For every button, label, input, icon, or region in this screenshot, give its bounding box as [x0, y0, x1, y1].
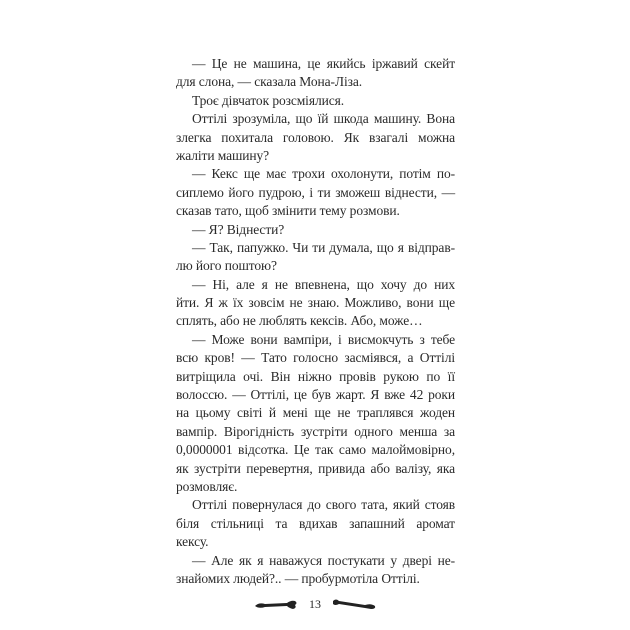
page-number: 13: [309, 596, 321, 611]
page-footer: [250, 594, 380, 614]
bone-ornament-left-icon: [253, 597, 299, 611]
text-line: — Може вони вампіри, і висмокчуть з тебе: [192, 331, 455, 347]
text-line: — Кекс ще має трохи охолонути, потім по-: [192, 166, 455, 182]
text-line: для слона, — сказала Мона-Ліза.: [176, 74, 363, 90]
text-line: розмовляє.: [176, 478, 238, 494]
text-line: вампір. Вірогідність зустріти одного менша за: [176, 423, 455, 439]
text-line: — Але як я наважуся постукати у двері не-: [192, 552, 455, 568]
text-line: сказав тато, щоб змінити тему розмови.: [176, 203, 400, 219]
text-line: Оттілі повернулася до свого тата, який стояв: [192, 497, 455, 513]
text-line: — Я? Віднести?: [192, 221, 285, 237]
text-line: сиплемо його пудрою, і ти зможеш віднести, —: [176, 184, 455, 200]
text-line: Оттілі зрозуміла, що їй шкода машину. Вона: [192, 111, 455, 127]
text-line: на цьому світі й мені ще не траплявся жоден: [176, 405, 455, 421]
page-text: [176, 55, 455, 588]
text-line: Троє дівчаток розсміялися.: [192, 92, 344, 108]
text-line: біля стільниці та вдихав запашний аромат: [176, 515, 455, 531]
bone-ornament-right-icon: [331, 597, 377, 611]
text-line: лю його поштою?: [176, 258, 277, 274]
text-line: сплять, або не люблять кексів. Або, може…: [176, 313, 423, 329]
text-line: злегка похитала головою. Як взагалі можна: [176, 129, 455, 145]
text-line: знайомих людей?.. — пробурмотіла Оттілі.: [176, 570, 420, 586]
text-line: 0,0000001 відсотка. Це так само малоймовірно,: [176, 442, 455, 458]
text-line: жаліти машину?: [176, 147, 270, 163]
text-line: витріщила очі. Він ніжно провів рукою по її: [176, 368, 455, 384]
text-line: всю кров! — Тато голосно засміявся, а Оттілі: [176, 350, 455, 366]
text-line: волоссю. — Оттілі, це був жарт. Я вже 42 роки: [176, 387, 455, 403]
text-line: — Так, папужко. Чи ти думала, що я відправ-: [192, 239, 455, 255]
text-line: — Ні, але я не впевнена, що хочу до них: [192, 276, 455, 292]
text-line: — Це не машина, це якийсь іржавий скейт: [192, 56, 455, 71]
text-line: йти. Я ж їх зовсім не знаю. Можливо, вони ще: [176, 295, 455, 311]
text-line: як зустріти перевертня, привида або валізу, яка: [176, 460, 455, 476]
text-line: кексу.: [176, 534, 209, 550]
